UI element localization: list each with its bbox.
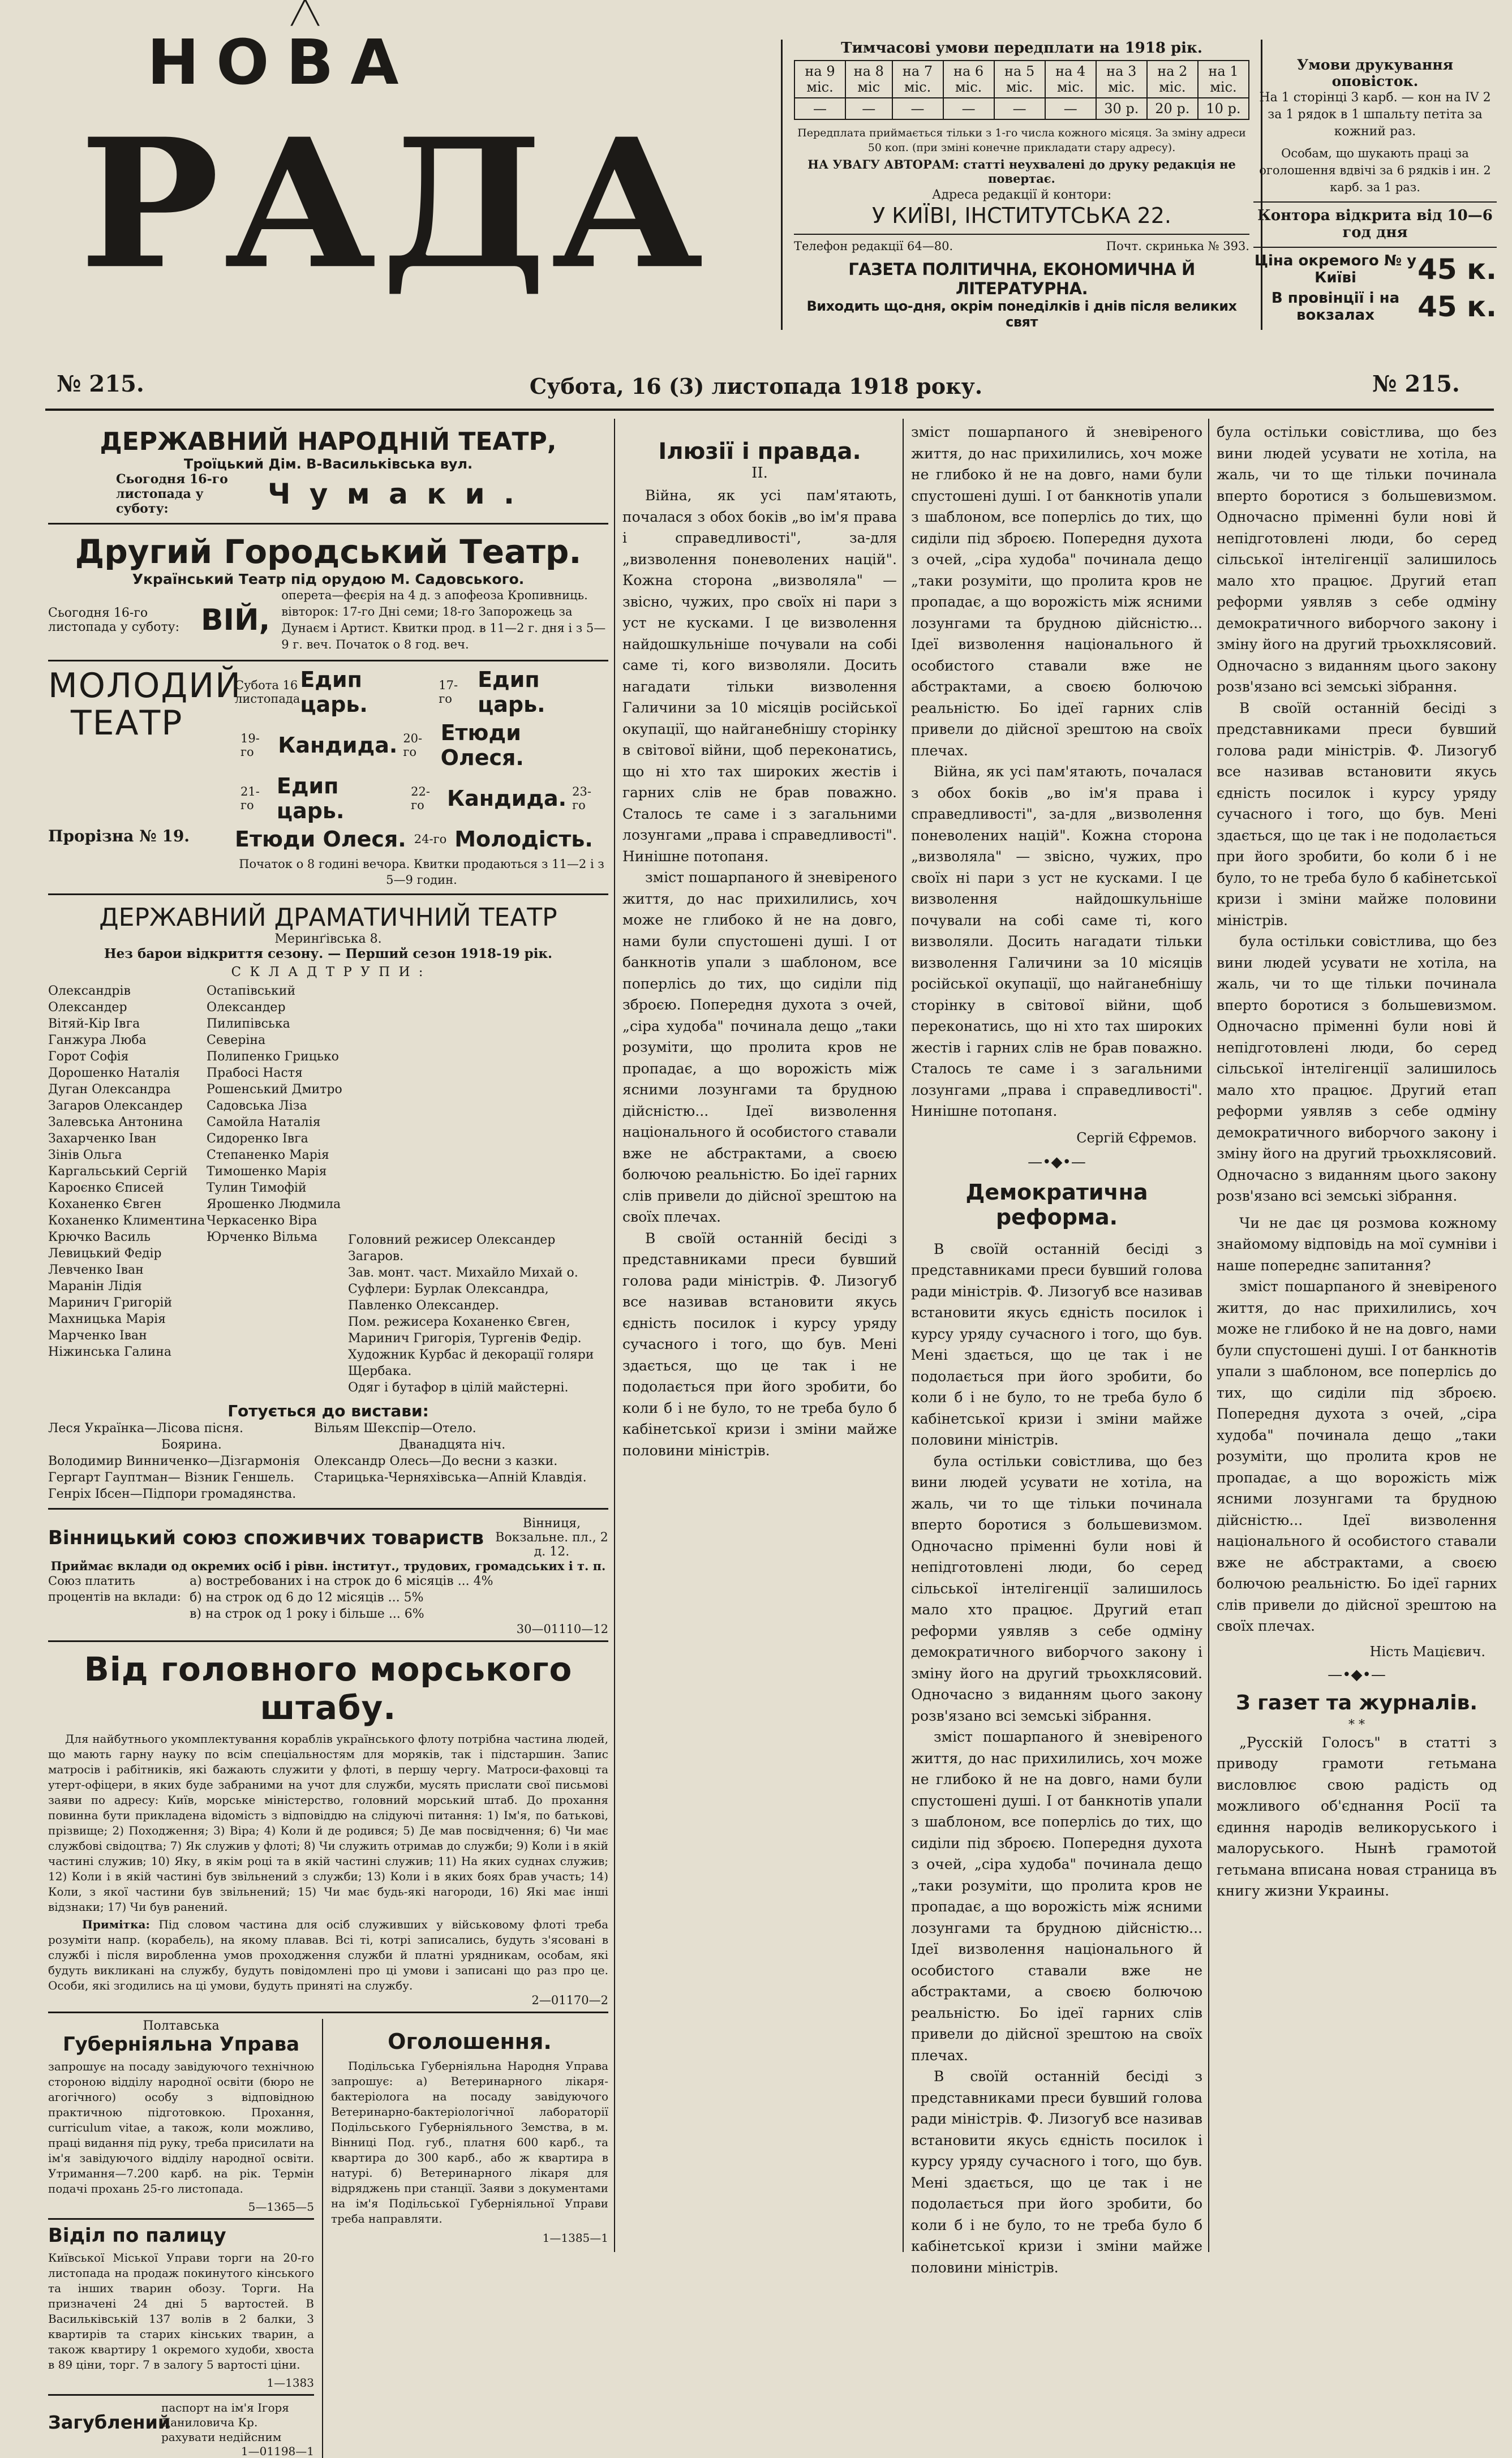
gubernia-code: 5—1365—5 [248, 2200, 314, 2214]
coop-title: Вінницький союз споживчих товариств [48, 1526, 484, 1549]
theatre-3-date: 24-го [414, 832, 447, 846]
announcements-title: Оголошення. [388, 2029, 552, 2054]
play-line: Леся Українка—Лісова пісня. [48, 1421, 243, 1436]
theatre-2-desc: оперета—феєрія на 4 д. з апофеоза Кропивниць. вівторок: 17-го Дні семи; 18-го Запорожець за Дунаєм і Артист. Квитки прод. в 11—2 г. дня і з 5—9 г. веч. Початок о 8 год. веч. [281, 588, 606, 651]
period-cell: на 3 міс. [1096, 61, 1147, 98]
troupe-name: Вітяй-Кір Івга [48, 1017, 140, 1031]
theatre-1-title: ДЕРЖАВНИЙ НАРОДНІЙ ТЕАТР, [100, 427, 557, 456]
navy-text: Для найбутнього укомплектування кораблів українського флоту потрібна частина людей, що мають гарну науку по всім спеціальностям для моряків, так і підстаршин. Запис матросів і рабітників, які бажають служити у флоті, в першу чергу. Матроси-фаховці та утерт-офіцери, в яких буде забраними на учот для служби, мусять прислати свої письмові заяви по адресу: Київ, морське міністерство, головний морський штаб. До прохання повинна бути прикладена відомість з відповіддю на слідуючі питання: 1) Ім'я, по батькові, прізвище; 2) Походження; 3) Віра; 4) Коли й де родився; 5) Де мав посвідчення; 6) Чи має службові свідоцтва; 7) Як служив у флоті; 8) Чи служить отримав до служби; 9) Коли і в якій частині служив; 10) Яку, в якім році та в якій частині служив; 11) На яких суднах служив; 12) Коли і в якій частині був звільнений з служби; 13) Коли і в яких боях брав участь; 14) Коли, з якої частини був звільнений; 15) Чи має будь-які нагороди, 16) Які має інші відзнаки; 17) Чи був ранений. [48, 1732, 608, 1914]
right-text-4: зміст пошарпаного й зневіреного життя, до нас прихилились, хоч може не глибоко й не на довго, нами були спустошені душі. І от банкнотів упали з шаблоном, все поперлісь до тих, що сиділи під зброєю. Попередня духота з очей, „сіра худоба" починала дещо „таки розуміти, що пролита кров не пропадає, а що ворожість між ясними лозунгами та брудною дійсністю... Ідеї визволення національного й особистого ставали вже не абстрактами, а своєю болючою реальністю. Бо ідеї гарних слів привели до дійсної зрештою на своїх плечах. [1217, 1278, 1497, 1634]
coop-rate: в) на строк од 1 року і більше ... 6% [190, 1607, 424, 1621]
theatre-3-note: Початок о 8 годині вечора. Квитки продаються з 11—2 і з 5—9 годин. [239, 857, 604, 887]
coop-rate: а) востребованих і на строк до 6 місяців ... 4% [190, 1574, 493, 1588]
coop-code: 30—01110—12 [516, 1622, 608, 1636]
drama-address: Меринґівська 8. [274, 932, 382, 946]
period-cell: на 6 міс. [943, 61, 994, 98]
price-cell: — [892, 98, 943, 119]
subscription-note: Передплата приймається тільки з 1-го числа кожного місяця. За зміну адреси 50 коп. (при зміні конечне прикладати стару адресу). [797, 127, 1246, 154]
schedule: Виходить що-дня, окрім понеділків і днів після великих свят [806, 298, 1237, 330]
troupe-name: Махницька Марія [48, 1312, 166, 1326]
reform-text: В своїй останній бесіді з представниками преси бувший голова ради міністрів. Ф. Лизогуб все називав встановити якусь єдність посилок і курсу уряду сучасного і того, що був. Мені здається, що це так і не подолається при його зробити, бо коли б і не було, то не треба було б кабінетської кризи і зміни майже половини міністрів. [911, 1240, 1202, 1448]
play-line: Боярина. [161, 1438, 222, 1452]
troupe-name: Горот Софія [48, 1050, 129, 1064]
price-2: 45 к. [1418, 290, 1497, 323]
right-text: була остільки совістлива, що без вини людей усувати не хотіла, на жаль, чи то ще тільки починала вперто боротися з большевизмом. Одночасно пріменні були нові й непідготовлені люди, бо серед сільської інтелігенції залишилось мало хто працює. Другий етап реформи уявляв з себе одміну демократичного виборчого закону і зміну його на другий трьохклясовий. Одночасно з виданням цього закону розв'язано всі земські зібрання. [1217, 424, 1497, 695]
theatre-2-title: Другий Городський Театр. [75, 532, 582, 571]
gubernia-city: Полтавська [143, 2019, 220, 2033]
masthead-rule [45, 409, 1494, 411]
article-illusions [622, 422, 897, 2255]
price-cell: — [994, 98, 1045, 119]
press-text: „Русскій Голосъ" в статті з приводу грамоти гетьмана висловлює свою радість од можливого об'єднання Росії та єдиння народів великоруського і малоруського. Нынѣ грамотой гетьмана вписана новая страница въ книгу жизни Украины. [1217, 1734, 1497, 1899]
period-cell: на 1 міс. [1198, 61, 1249, 98]
column-divider [1208, 419, 1209, 2252]
palisade-text: Київської Міської Управи торги на 20-го листопада на продаж покинутого кінського та інших тварин обозу. Торги. На призначені 24 дні 5 вартостей. В Васильківській 137 волів в 2 балки, 3 квартирів та старих кінських тварин, а також квартиру 1 окремого худоби, хвоста в 89 ціни, торг. 7 в залогу 5 вартості ціни. [48, 2251, 314, 2371]
troupe-name: Самойла Наталія [207, 1115, 321, 1129]
right-dialog: Чи не дає ця розмова кожному знайомому відповідь на мої сумніви і наше попереднє запитання? [1217, 1214, 1497, 1274]
illusions-text: Війна, як усі пам'ятають, почалася з обох боків „во ім'я права і справедливості", за-для „визволення поневолених націй". Кожна сторона „визволяла" — звісно, чужих, про своїх ні пари з уст не кусками. І це визволення найдошкульніше почували на собі саме ті, кого визволяли. Досить нагадати тільки визволення Галичини за 10 місяців російської окупації, що найганебнішу сторінку в світової війни, щоб переконатись, що ні хто тах широких жестів і гарних слів не брав поважно. Сталось те саме і з загальними лозунгами „права і справедливості". Нинішне потопаня. [622, 487, 897, 865]
troupe-name: Левченко Іван [48, 1263, 144, 1277]
address: У КИЇВІ, ІНСТИТУТСЬКА 22. [872, 203, 1171, 228]
office-hours: Контора відкрита від 10—6 год дня [1257, 207, 1493, 241]
troupe-name: Садовська Ліза [207, 1099, 307, 1113]
troupe-name: Тимошенко Марія [207, 1164, 327, 1179]
drama-prepared: Готується до вистави: [227, 1402, 429, 1420]
column-middle [911, 422, 1202, 2276]
period-cell: на 2 міс. [1147, 61, 1198, 98]
troupe-name: Прабосі Настя [207, 1066, 303, 1080]
gubernia-title: Губерніяльна Управа [62, 2033, 300, 2056]
subscription-header: Тимчасові умови передплати на 1918 рік. [841, 40, 1202, 57]
ads-terms-box [1253, 57, 1497, 324]
troupe-name: Марченко Іван [48, 1329, 147, 1343]
palisade-title: Віділ по палицу [48, 2224, 226, 2247]
troupe-name: Кароєнко Єписей [48, 1181, 164, 1195]
illusions-signature: Сергій Єфремов. [1076, 1129, 1197, 1146]
masthead-ornament: ╱╲ [291, 0, 319, 26]
staff-line: Художник Курбас й декорації голяри Щербака. [348, 1348, 594, 1378]
navy-note-title: Примітка: [82, 1918, 150, 1931]
period-cell: на 5 міс. [994, 61, 1045, 98]
period-cell: на 8 міс [845, 61, 892, 98]
play-line: Володимир Винниченко—Дізгармонія [48, 1454, 300, 1468]
play-line: Гергарт Гауптман— Візник Геншель. [48, 1471, 294, 1485]
issue-number-left: № 215. [57, 371, 144, 397]
issue-date: Субота, 16 (3) листопада 1918 року. [529, 373, 983, 399]
palisade-code: 1—1383 [267, 2376, 314, 2390]
lost-text: паспорт на ім'я Ігоря Даниловича Кр. рахувати недійсним [161, 2401, 289, 2444]
price-label-2: В провінції і на вокзалах [1271, 290, 1400, 324]
theatre-3-play: Етюди Олеся. [235, 827, 406, 852]
press-title: З газет та журналів. [1235, 1691, 1478, 1714]
masthead-title: РАДА [79, 99, 708, 308]
troupe-name: Ніжинська Галина [48, 1345, 172, 1359]
troupe-name: Остапівський Олександер [207, 984, 296, 1015]
troupe-name: Полипенко Грицько [207, 1050, 339, 1064]
coop-lead: Союз платить процентів на вклади: [48, 1574, 181, 1604]
authors-note: НА УВАГУ АВТОРАМ: статті неухвалені до друку редакція не повертає. [807, 157, 1236, 186]
pobox: Почт. скринька № 393. [1106, 239, 1249, 253]
middle-text: зміст пошарпаного й зневіреного життя, до нас прихилились, хоч може не глибоко й не на довго, нами були спустошені душі. І от банкнотів упали з шаблоном, все поперлісь до тих, що сиділи під зброєю. Попередня духота з очей, „сіра худоба" починала дещо „таки розуміти, що пролита кров не пропадає, а що ворожість між ясними лозунгами та брудною дійсністю... Ідеї визволення національного й особистого ставали вже не абстрактами, а своєю болючою реальністю. Бо ідеї гарних слів привели до дійсної зрештою на своїх плечах. [911, 424, 1202, 759]
troupe-name: Рошенський Дмитро [207, 1082, 342, 1097]
period-cell: на 4 міс. [1045, 61, 1096, 98]
theatre-3-play: Едип царь. [276, 774, 345, 823]
troupe-name: Сидоренко Івга [207, 1132, 308, 1146]
illusions-title: Ілюзії і правда. [658, 439, 861, 465]
theatre-3-play: Едип царь. [478, 667, 545, 717]
troupe-name: Олександрів Олександер [48, 984, 131, 1015]
coop-address: Вінниця, Вокзальне. пл., 2 д. 12. [495, 1516, 608, 1559]
reform-text-3: зміст пошарпаного й зневіреного життя, до нас прихилились, хоч може не глибоко й не на довго, нами були спустошені душі. І от банкнотів упали з шаблоном, все поперлісь до тих, що сиділи під зброєю. Попередня духота з очей, „сіра худоба" починала дещо „таки розуміти, що пролита кров не пропадає, а що ворожість між ясними лозунгами та брудною дійсністю... Ідеї визволення національного й особистого ставали вже не абстрактами, а своєю болючою реальністю. Бо ідеї гарних слів привели до дійсної зрештою на своїх плечах. [911, 1729, 1202, 2064]
illusions-text-cont: зміст пошарпаного й зневіреного життя, до нас прихилились, хоч може не глибоко й не на довго, нами були спустошені душі. І от банкнотів упали з шаблоном, все поперлісь до тих, що сиділи під зброєю. Попередня духота з очей, „сіра худоба" починала дещо „таки розуміти, що пролита кров не пропадає, а що ворожість між ясними лозунгами та брудною дійсністю... Ідеї визволення національного й особистого ставали вже не абстрактами, а своєю болючою реальністю. Бо ідеї гарних слів привели до дійсної зрештою на своїх плечах. [622, 869, 897, 1225]
theatre-3-date: 23-го [572, 785, 591, 812]
coop-sub: Приймає вклади од окремих осіб і рівн. інститут., трудових, громадських і т. п. [50, 1559, 606, 1573]
price: 45 к. [1418, 253, 1497, 286]
theatre-1-play: Ч у м а к и . [267, 478, 519, 510]
announcements-text: Подільська Губерніяльна Народня Управа запрошує: а) Ветеринарного лікаря-бактеріолога на посаду завідуючого Ветеринарно-бактеріологічної лабораторії Подільського Губерніяльного Земства, в м. Вінниці Под. губ., платня 600 карб., та квартира до 300 карб., або ж квартира в натурі. б) Ветеринарного лікаря для відряджень при станції. Заяви з документами на ім'я Подільської Губерніяльної Управи треба направляти. [331, 2059, 608, 2225]
theatre-2-today: Сьогодня 16-го листопада у суботу: [48, 606, 180, 634]
right-signature: Ність Мацієвич. [1369, 1643, 1485, 1660]
troupe-name: Пилипівська Северіна [207, 1017, 290, 1047]
column-divider [903, 419, 904, 2252]
troupe-name: Маринич Григорій [48, 1296, 173, 1310]
divider-ornament: —•◆•— [1328, 1666, 1386, 1683]
troupe-name: Дуган Олександра [48, 1082, 171, 1097]
staff-line: Головний режисер Олександер Загаров. [348, 1233, 556, 1264]
theatre-2-play: ВІЙ, [201, 603, 270, 637]
staff-line: Одяг і бутафор в цілій майстерні. [348, 1381, 569, 1395]
navy-note: Під словом частина для осіб служивших у військовому флоті треба розуміти напр. (корабель), на якому плавав. Всі ті, котрі записались, будуть з'ясовані в службі і після виробленна умов проходження служби й платні урядникам, особам, які будуть викликані на службу, будуть повідомлені про ці умови і записані що раз про це. Особи, які згодились на ці умови, будуть приняті на службу. [48, 1918, 609, 1992]
period-cell: на 9 міс. [794, 61, 845, 98]
play-line: Старицька-Черняхівська—Апній Клавдія. [314, 1471, 587, 1485]
illusions-text-cont: В своїй останній бесіді з представниками преси бувший голова ради міністрів. Ф. Лизогуб все називав встановити якусь єдність посилок і курсу уряду сучасного і того, що був. Мені здається, що це так і не подолається при його зробити, бо коли б і не було, то не треба було б кабінетської кризи і зміни майже половини міністрів. [622, 1230, 897, 1459]
play-line: Дванадцята ніч. [399, 1438, 506, 1452]
drama-season: Нез барои відкриття сезону. — Перший сезон 1918-19 рік. [104, 946, 553, 961]
theatre-3-date: 17-го [439, 678, 458, 706]
middle-text-2: Війна, як усі пам'ятають, почалася з обох боків „во ім'я права і справедливості", за-для „визволення поневолених націй". Кожна сторона „визволяла" — звісно, чужих, про своїх ні пари з уст не кусками. І це визволення найдошкульніше почували на собі саме ті, кого визволяли. Досить нагадати тільки визволення Галичини за 10 місяців російської окупації, що найганебнішу сторінку в світової війни, щоб переконатись, що ні хто тах широких жестів і гарних слів не брав поважно. Сталось те саме і з загальними лозунгами „права і справедливості". Нинішне потопаня. [911, 763, 1202, 1119]
play-line: Генріх Ібсен—Підпори громадянства. [48, 1487, 297, 1501]
theatre-3-play: Кандида. [447, 786, 567, 811]
ads-terms-line: Особам, що шукають праці за оголошення вдвічі за 6 рядків і ин. 2 карб. за 1 раз. [1259, 147, 1491, 194]
masthead-title-top: НОВА [147, 26, 416, 98]
troupe-name: Степаненко Марія [207, 1148, 329, 1162]
announcements-code: 1—1385—1 [542, 2231, 608, 2245]
ads-column [48, 422, 609, 2458]
column-right [1217, 422, 1497, 2255]
theatre-3-play: Кандида. [278, 733, 398, 758]
lost-title: Загублений [48, 2412, 171, 2433]
staff-line: Суфлери: Бурлак Олександра, Павленко Олександер. [348, 1282, 549, 1313]
theatre-3-title-2: ТЕАТР [71, 703, 183, 743]
navy-title: Від головного морського штабу. [84, 1650, 573, 1727]
price-cell: 10 р. [1198, 98, 1249, 119]
divider-ornament: —•◆•— [1028, 1153, 1086, 1171]
troupe-name: Залевська Антонина [48, 1115, 183, 1129]
navy-code: 2—01170—2 [531, 1993, 608, 2007]
troupe-name: Крючко Василь [48, 1230, 151, 1244]
play-line: Олександр Олесь—До весни з казки. [314, 1454, 558, 1468]
ads-terms-title: Умови друкування оповісток. [1296, 57, 1454, 89]
troupe-name: Дорошенко Наталія [48, 1066, 181, 1080]
price-cell: 20 р. [1147, 98, 1198, 119]
troupe-name: Ганжура Люба [48, 1033, 147, 1047]
theatre-3-play: Етюди Олеся. [440, 720, 524, 770]
troupe-name: Каргальський Сергій [48, 1164, 188, 1179]
phone: Телефон редакції 64—80. [794, 239, 953, 253]
ads-terms-line: за 1 рядок в 1 шпальту петіта за кожний раз. [1268, 108, 1483, 139]
price-cell: — [943, 98, 994, 119]
theatre-1-address: Троїцький Дім. В-Васильківська вул. [183, 456, 473, 472]
play-line: Вільям Шекспір—Отело. [314, 1421, 476, 1436]
coop-rate: б) на строк од 6 до 12 місяців ... 5% [190, 1591, 424, 1605]
troupe-name: Коханенко Климентина [48, 1214, 205, 1228]
price-cell: 30 р. [1096, 98, 1147, 119]
gubernia-text: запрошує на посаду завідуючого технічною стороною відділу народної освіти (бюро не агогічного) особу з відповідною практичною підготовкою. Прохання, curriculum vitae, а також, коли можливо, праці видання під руку, треба присилати на ім'я завідуючого відділу народної освіти. Утримання—7.200 карб. на рік. Термін подачі прохань 25-го листопада. [48, 2060, 314, 2195]
staff-line: Зав. монт. част. Михайло Михай о. [348, 1266, 578, 1280]
theatre-3-date: 20-го [403, 732, 423, 759]
theatre-3-today: Субота 16 листопада [235, 678, 300, 706]
theatre-3-date: 22-го [411, 785, 430, 812]
theatre-3-title: МОЛОДИЙ [48, 666, 242, 706]
reform-text-2: була остільки совістлива, що без вини людей усувати не хотіла, на жаль, чи то ще тільки починала вперто боротися з большевизмом. Одночасно пріменні були нові й непідготовлені люди, бо серед сільської інтелігенції залишилось мало хто працює. Другий етап реформи уявляв з себе одміну демократичного виборчого закону і зміну його на другий трьохклясовий. Одночасно з виданням цього закону розв'язано всі земські зібрання. [911, 1453, 1202, 1724]
theatre-3-play: Молодість. [454, 827, 593, 852]
troupe-name: Маранін Лідія [48, 1279, 143, 1294]
theatre-3-address: Прорізна № 19. [48, 827, 190, 845]
troupe-name: Черкасенко Віра [207, 1214, 317, 1228]
theatre-3-date: 19-го [240, 732, 260, 759]
drama-title: ДЕРЖАВНИЙ ДРАМАТИЧНИЙ ТЕАТР [99, 903, 557, 932]
lost-code: 1—01198—1 [240, 2444, 314, 2458]
slogan: ГАЗЕТА ПОЛІТИЧНА, ЕКОНОМИЧНА Й ЛІТЕРАТУРНА. [848, 260, 1195, 298]
price-cell: — [794, 98, 845, 119]
illusions-part: II. [751, 465, 768, 482]
theatre-1-today: Сьогодня 16-го листопада у суботу: [116, 472, 228, 516]
staff-line: Пом. режисера Коханенко Євген, Маринич Григорія, Тургенів Федір. [348, 1315, 582, 1346]
reform-text-4: В своїй останній бесіді з представниками преси бувший голова ради міністрів. Ф. Лизогуб все називав встановити якусь єдність посилок і курсу уряду сучасного і того, що був. Мені здається, що це так і не подолається при його зробити, бо коли б і не було, то не треба було б кабінетської кризи і зміни майже половини міністрів. [911, 2068, 1202, 2276]
press-ornament: * * [1348, 1717, 1365, 1732]
price-label: Ціна окремого № у Київі [1254, 252, 1417, 286]
ads-terms-line: На 1 сторінці 3 карб. — кон на IV 2 [1259, 91, 1491, 105]
address-label: Адреса редакції й контори: [931, 188, 1112, 202]
subscription-box [781, 40, 1262, 330]
troupe-name: Зінів Ольга [48, 1148, 122, 1162]
right-text-2: В своїй останній бесіді з представниками преси бувший голова ради міністрів. Ф. Лизогуб все називав встановити якусь єдність посилок і курсу уряду сучасного і того, що був. Мені здається, що це так і не подолається при його зробити, бо коли б і не було, то не треба було б кабінетської кризи і зміни майже половини міністрів. [1217, 699, 1497, 929]
price-cell: — [845, 98, 892, 119]
column-divider [614, 419, 615, 2252]
troupe-name: Левицький Федір [48, 1247, 162, 1261]
issue-number-right: № 215. [1372, 371, 1460, 397]
theatre-3-date: 21-го [240, 785, 260, 812]
period-cell: на 7 міс. [892, 61, 943, 98]
price-cell: — [1045, 98, 1096, 119]
theatre-2-sub: Український Театр під орудою М. Садовського. [132, 571, 525, 587]
reform-title: Демократична реформа. [965, 1179, 1148, 1230]
troupe-name: Ярошенко Людмила [207, 1197, 341, 1211]
troupe-name: Юрченко Вільма [207, 1230, 317, 1244]
subscription-table [794, 60, 1249, 120]
troupe-name: Коханенко Євген [48, 1197, 162, 1211]
right-text-3: була остільки совістлива, що без вини людей усувати не хотіла, на жаль, чи то ще тільки починала вперто боротися з большевизмом. Одночасно пріменні були нові й непідготовлені люди, бо серед сільської інтелігенції залишилось мало хто працює. Другий етап реформи уявляв з себе одміну демократичного виборчого закону і зміну його на другий трьохклясовий. Одночасно з виданням цього закону розв'язано всі земські зібрання. [1217, 933, 1497, 1204]
theatre-3-play: Едип царь. [300, 667, 368, 717]
troupe-name: Захарченко Іван [48, 1132, 157, 1146]
troupe-name: Загаров Олександер [48, 1099, 183, 1113]
troupe-name: Тулин Тимофій [207, 1181, 307, 1195]
drama-troupe: С К Л А Д Т Р У П И : [231, 965, 426, 979]
